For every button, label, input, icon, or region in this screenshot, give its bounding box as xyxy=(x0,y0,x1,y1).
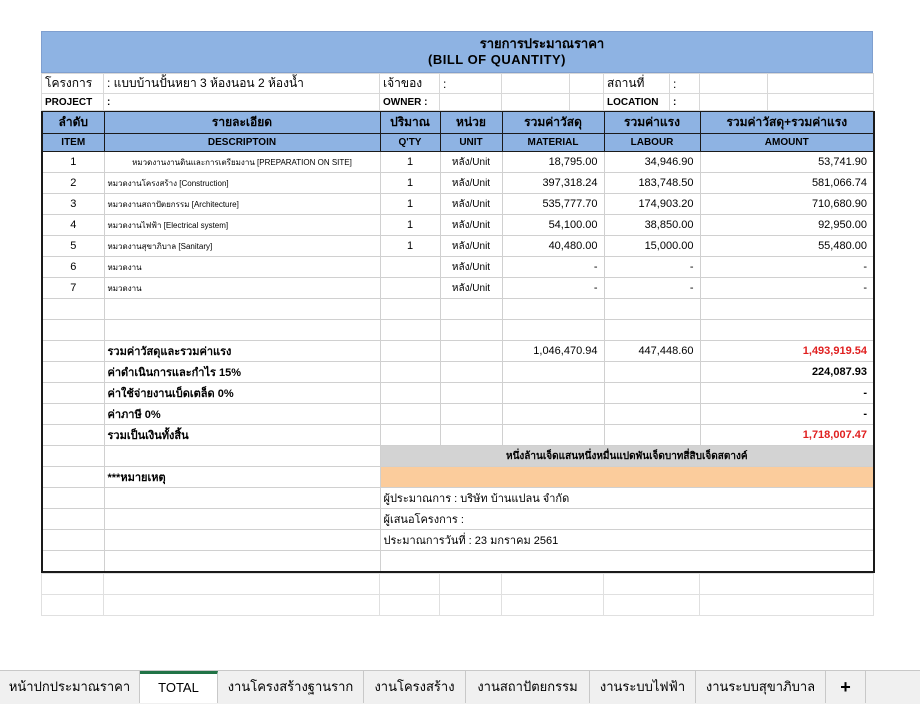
spreadsheet xyxy=(41,31,873,616)
proposer-text[interactable]: ผู้เสนอโครงการ : xyxy=(380,509,874,530)
boq-table xyxy=(41,111,875,573)
total-material[interactable]: 1,046,470.94 xyxy=(502,341,604,362)
total-label[interactable]: รวมค่าวัสดุและรวมค่าแรง xyxy=(104,341,380,362)
header-labour-en: LABOUR xyxy=(604,134,700,152)
date-row[interactable] xyxy=(42,530,874,551)
header-material-th: รวมค่าวัสดุ xyxy=(502,112,604,134)
table-row[interactable]: 1 หมวดงานงานดินและการเตรียมงาน [PREPARATION ON SITE] 1 หลัง/Unit 18,795.00 34,946.90 53,741.90 xyxy=(42,152,874,173)
tax-row[interactable] xyxy=(42,404,874,425)
header-desc-en: DESCRIPTOIN xyxy=(104,134,380,152)
proposer-row[interactable] xyxy=(42,509,874,530)
table-row[interactable]: 3 หมวดงานสถาปัตยกรรม [Architecture] 1 หลัง/Unit 535,777.70 174,903.20 710,680.90 xyxy=(42,194,874,215)
header-row-english xyxy=(42,134,874,152)
location-value[interactable]: : xyxy=(670,74,700,94)
table-row[interactable]: 7 หมวดงาน หลัง/Unit - - - xyxy=(42,278,874,299)
header-amount-en: AMOUNT xyxy=(700,134,874,152)
header-qty-th: ปริมาณ xyxy=(380,112,440,134)
total-labour[interactable]: 447,448.60 xyxy=(604,341,700,362)
location-label: สถานที่ xyxy=(604,74,670,94)
note-label[interactable]: ***หมายเหตุ xyxy=(104,467,380,488)
owner-label: เจ้าของ xyxy=(380,74,440,94)
project-value[interactable]: : แบบบ้านปั้นหยา 3 ห้องนอน 2 ห้องน้ำ xyxy=(104,74,380,94)
header-desc-th: รายละเอียด xyxy=(104,112,380,134)
sheet-title xyxy=(41,31,873,73)
owner-en-label: OWNER : xyxy=(380,94,440,111)
title-thai: รายการประมาณราคา xyxy=(479,36,605,51)
header-unit-th: หน่วย xyxy=(440,112,502,134)
empty-row[interactable] xyxy=(42,320,874,341)
misc-label[interactable]: ค่าใช้จ่ายงานเบ็ดเตล็ด 0% xyxy=(104,383,380,404)
overhead-label[interactable]: ค่าดำเนินการและกำไร 15% xyxy=(104,362,380,383)
table-row[interactable]: 4 หมวดงานไฟฟ้า [Electrical system] 1 หลัง/Unit 54,100.00 38,850.00 92,950.00 xyxy=(42,215,874,236)
empty-row[interactable] xyxy=(42,551,874,572)
total-amount[interactable]: 1,493,919.54 xyxy=(700,341,874,362)
tab-sanitary[interactable]: งานระบบสุขาภิบาล xyxy=(696,671,826,703)
estimator-text[interactable]: ผู้ประมาณการ : บริษัท บ้านแปลน จำกัด xyxy=(380,488,874,509)
location-en-label: LOCATION xyxy=(604,94,670,111)
tab-foundation[interactable]: งานโครงสร้างฐานราก xyxy=(218,671,364,703)
project-en-label: PROJECT xyxy=(42,94,104,111)
note-row[interactable] xyxy=(42,467,874,488)
table-row[interactable]: 5 หมวดงานสุขาภิบาล [Sanitary] 1 หลัง/Unit 40,480.00 15,000.00 55,480.00 xyxy=(42,236,874,257)
header-row-thai xyxy=(42,112,874,134)
header-material-en: MATERIAL xyxy=(502,134,604,152)
tax-label[interactable]: ค่าภาษี 0% xyxy=(104,404,380,425)
header-qty-en: Q'TY xyxy=(380,134,440,152)
grand-total-label[interactable]: รวมเป็นเงินทั้งสิ้น xyxy=(104,425,380,446)
misc-amount[interactable]: - xyxy=(700,383,874,404)
project-info-table xyxy=(41,73,874,111)
tax-amount[interactable]: - xyxy=(700,404,874,425)
sheet-tab-bar xyxy=(0,670,920,704)
empty-row[interactable] xyxy=(42,299,874,320)
overhead-row[interactable] xyxy=(42,362,874,383)
project-en-value[interactable]: : xyxy=(104,94,380,111)
title-english: (BILL OF QUANTITY) xyxy=(427,52,567,67)
grand-total-row[interactable] xyxy=(42,425,874,446)
header-item-en: ITEM xyxy=(42,134,104,152)
tab-total[interactable]: TOTAL xyxy=(140,671,218,703)
overhead-amount[interactable]: 224,087.93 xyxy=(700,362,874,383)
owner-value[interactable]: : xyxy=(440,74,502,94)
amount-in-words-row[interactable] xyxy=(42,446,874,467)
add-sheet-button[interactable]: + xyxy=(826,671,866,703)
total-row[interactable] xyxy=(42,341,874,362)
grand-total-amount[interactable]: 1,718,007.47 xyxy=(700,425,874,446)
tab-cover[interactable]: หน้าปกประมาณราคา xyxy=(0,671,140,703)
header-amount-th: รวมค่าวัสดุ+รวมค่าแรง xyxy=(700,112,874,134)
table-row[interactable]: 2 หมวดงานโครงสร้าง [Construction] 1 หลัง/Unit 397,318.24 183,748.50 581,066.74 xyxy=(42,173,874,194)
date-text[interactable]: ประมาณการวันที่ : 23 มกราคม 2561 xyxy=(380,530,874,551)
amount-in-words[interactable]: หนึ่งล้านเจ็ดแสนหนึ่งหมื่นแปดพันเจ็ดบาทสี่สิบเจ็ดสตางค์ xyxy=(380,446,874,467)
header-unit-en: UNIT xyxy=(440,134,502,152)
location-en-value[interactable]: : xyxy=(670,94,700,111)
project-label: โครงการ xyxy=(42,74,104,94)
tab-structure[interactable]: งานโครงสร้าง xyxy=(364,671,466,703)
empty-grid xyxy=(41,573,874,616)
table-row[interactable]: 6 หมวดงาน หลัง/Unit - - - xyxy=(42,257,874,278)
misc-row[interactable] xyxy=(42,383,874,404)
header-item-th: ลำดับ xyxy=(42,112,104,134)
tab-architecture[interactable]: งานสถาปัตยกรรม xyxy=(466,671,590,703)
header-labour-th: รวมค่าแรง xyxy=(604,112,700,134)
note-highlight[interactable] xyxy=(380,467,874,488)
tab-electrical[interactable]: งานระบบไฟฟ้า xyxy=(590,671,696,703)
estimator-row[interactable] xyxy=(42,488,874,509)
